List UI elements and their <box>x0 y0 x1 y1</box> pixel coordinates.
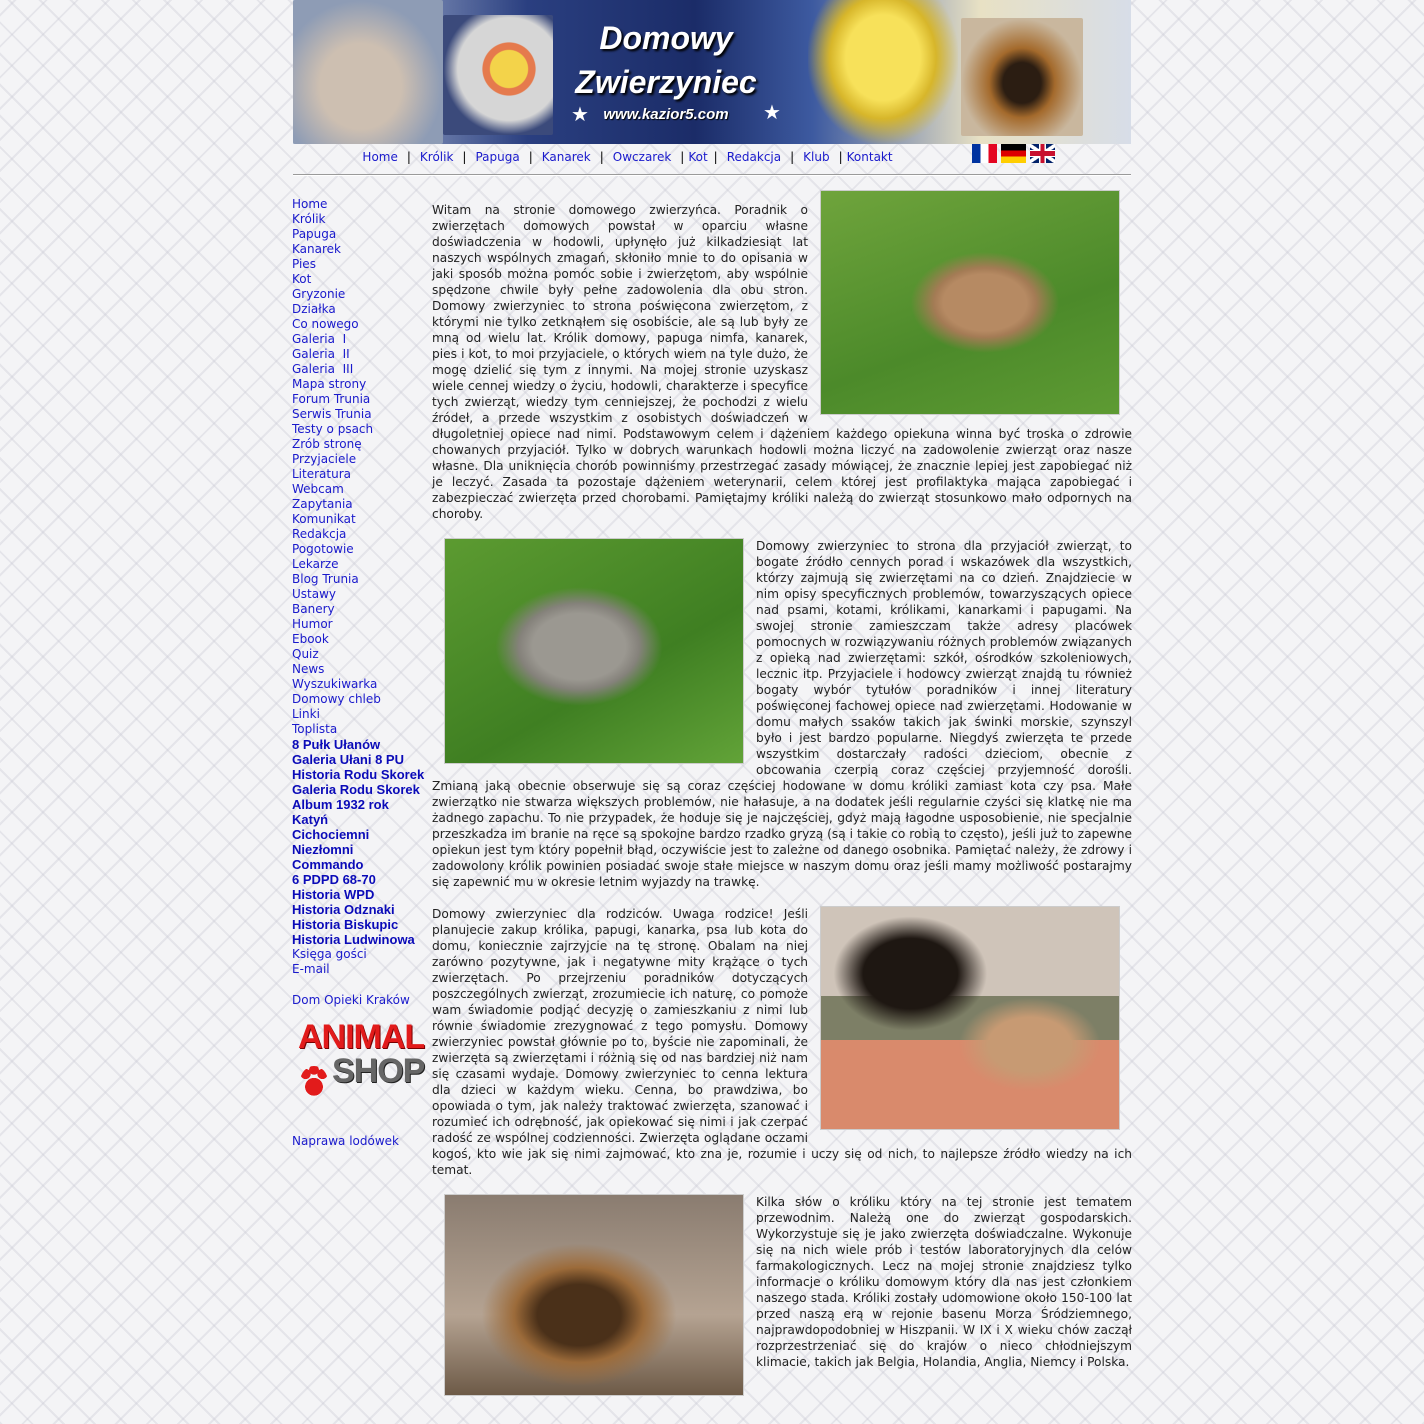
sidebar-item-galeria-3[interactable]: Galeria III <box>292 362 354 376</box>
sidebar-item-historia-ludwinowa[interactable]: Historia Ludwinowa <box>292 932 415 947</box>
photo-brown-rabbit <box>820 190 1120 415</box>
language-flags <box>972 144 1059 164</box>
sidebar-item-zrob-strone[interactable]: Zrób stronę <box>292 437 362 451</box>
sidebar-item-redakcja[interactable]: Redakcja <box>292 527 347 541</box>
sidebar-item-serwis-trunia[interactable]: Serwis Trunia <box>292 407 372 421</box>
sidebar-item-8-pulk-ulanow[interactable]: 8 Pułk Ułanów <box>292 737 381 752</box>
sidebar-item-webcam[interactable]: Webcam <box>292 482 344 496</box>
sidebar-item-galeria-ulani[interactable]: Galeria Ułani 8 PU <box>292 752 404 767</box>
star-icon: ★ <box>763 100 781 124</box>
sidebar-item-lekarze[interactable]: Lekarze <box>292 557 339 571</box>
banner-dog-image <box>961 18 1083 136</box>
content-paragraph: Domowy zwierzyniec to strona dla przyjaciół zwierząt, to bogate źródło cennych porad i wskazówek dla wszystkich, którzy zajmują się zwierzętami na co dzień. Znajdziecie w nim opisy specyficznych problemów, towarzyszących opiece nad psami, kotami, królikami, kanarkami i papugami. Na swojej stronie zamieszczam także adresy placówek pomocnych w rozwiązywaniu różnych problemów związanych z opieką nad zwierzętami: szkół, ośrodków szkoleniowych, lecznic itp. Przyjaciele i hodowcy zwierząt znajdą tu również bogaty wybór tytułów poradników i innej literatury poświęconej fachowej opiece nad zwierzętami. Hodowanie w domu małych ssaków takich jak świnki morskie, szynszyl było i jest bardzo popularne. Niegdyś zwierzęta te przede wszystkim dostarczały radości dzieciom, obecnie z obcowania czerpią coraz częściej przyjemność dorośli. Zmianą jaką obecnie obserwuje się są coraz częściej hodowane w domu króliki zamiast kota czy psa. Małe zwierzątko nie stwarza większych problemów, nie hałasuje, a na dodatek jeśli regularnie czyści się klatkę nie ma żadnego zapachu. To nie przypadek, że hoduje się je najczęściej, gdyż mają łagodne usposobienie, nie specjalnie przeszkadza im branie na ręce są spokojne bardzo rzadko gryzą (są i takie co robią to często), jeśli już to zapewne opiekun jest tym który popełnił błąd, oczywiście jest to zależne od danego osobnika. Pamiętać należy, że zdrowy i zadowolony królik powinien posiadać swoje stałe miejsce w naszym domu oraz jeśli mamy możliwość postarajmy się zapewnić mu w okresie letnim wyjazdy na trawkę. <box>432 539 1132 889</box>
flag-uk-icon[interactable] <box>1030 144 1055 163</box>
sidebar-item-ebook[interactable]: Ebook <box>292 632 329 646</box>
flag-germany-icon[interactable] <box>1001 144 1026 163</box>
spacer <box>292 977 432 993</box>
sidebar-item-banery[interactable]: Banery <box>292 602 335 616</box>
sidebar-item-pogotowie[interactable]: Pogotowie <box>292 542 354 556</box>
sidebar-item-historia-wpd[interactable]: Historia WPD <box>292 887 375 902</box>
photo-puppy-and-rabbit <box>820 906 1120 1130</box>
photo-grey-rabbit <box>444 538 744 764</box>
sidebar-item-kanarek[interactable]: Kanarek <box>292 242 341 256</box>
sidebar-item-pies[interactable]: Pies <box>292 257 316 271</box>
topnav-owczarek[interactable]: Owczarek <box>612 150 672 164</box>
sidebar-item-cichociemni[interactable]: Cichociemni <box>292 827 370 842</box>
sidebar-item-historia-rodu-skorek[interactable]: Historia Rodu Skorek <box>292 767 425 782</box>
header-banner <box>293 0 1131 144</box>
main-content <box>432 190 1132 1402</box>
topnav-home[interactable]: Home <box>362 150 398 164</box>
banner-canary-image <box>808 0 958 144</box>
sidebar-item-co-nowego[interactable]: Co nowego <box>292 317 359 331</box>
content-paragraph: Domowy zwierzyniec dla rodziców. Uwaga rodzice! Jeśli planujecie zakup królika, papugi, kanarka, psa lub kota do domu, koniecznie zajrzyjcie na tę stronę. Obalam na niej zarówno pozytywne, jak i negatywne mity krążące o tych zwierzętach. Po przejrzeniu poradników dotyczących poszczególnych zwierząt, zrozumiecie ich naturę, co pomoże wam świadomie podjąć decyzję o zamieszkaniu z nimi lub równie świadomie zrezygnować z tego pomysłu. Domowy zwierzyniec powstał głównie po to, byście nie zapominali, że zwierzęta są zwierzętami i różnią się od nas bardziej niż nam się czasami wydaje. Domowy zwierzyniec to cenna lektura dla dzieci w każdym wieku. Cenna, bo prawdziwa, bo opowiada o tym, jak należy traktować zwierzęta, szanować i rozumieć ich odrębność, jak opiekować się nimi i jak czerpać radość ze wspólnej codzienności. Zwierzęta oglądane oczami kogoś, kto wie jak się nimi zajmować, kto zna je, rozumie i uczy się od nich, to najlepsze źródło wiedzy na ich temat. <box>432 907 1132 1177</box>
sidebar-item-historia-odznaki[interactable]: Historia Odznaki <box>292 902 395 917</box>
sidebar-item-wyszukiwarka[interactable]: Wyszukiwarka <box>292 677 378 691</box>
topnav-kontakt[interactable]: Kontakt <box>846 150 893 164</box>
sidebar-item-album-1932[interactable]: Album 1932 rok <box>292 797 389 812</box>
topnav-klub[interactable]: Klub <box>803 150 830 164</box>
sidebar-item-dzialka[interactable]: Działka <box>292 302 336 316</box>
sidebar-item-galeria-1[interactable]: Galeria I <box>292 332 347 346</box>
sidebar-item-papuga[interactable]: Papuga <box>292 227 337 241</box>
topnav-kot[interactable]: Kot <box>688 150 708 164</box>
sidebar-item-kot[interactable]: Kot <box>292 272 312 286</box>
animal-shop-text: SHOP <box>332 1052 425 1090</box>
banner-rabbit-image <box>293 0 443 144</box>
dom-opieki-link[interactable]: Dom Opieki Kraków <box>292 993 410 1007</box>
sidebar-item-6-pdpd[interactable]: 6 PDPD 68-70 <box>292 872 376 887</box>
sidebar-menu <box>292 197 432 1149</box>
sidebar-item-toplista[interactable]: Toplista <box>292 722 338 736</box>
animal-shop-text: ANIMAL <box>298 1018 425 1056</box>
topnav-krolik[interactable]: Królik <box>419 150 454 164</box>
sidebar-item-galeria-rodu-skorek[interactable]: Galeria Rodu Skorek <box>292 782 420 797</box>
sidebar-item-blog-trunia[interactable]: Blog Trunia <box>292 572 359 586</box>
content-paragraph: Witam na stronie domowego zwierzyńca. Poradnik o zwierzętach domowych powstał w oparciu własne doświadczenia w hodowli, upłynęło już kilkadziesiąt lat naszych wspólnych zmagań, skłoniło mnie to do opisania w jaki sposób można pomóc sobie i zwierzętom, aby wspólnie spędzone chwile były pełne zadowolenia dla obu stron. Domowy zwierzyniec to strona poświęcona zwierzętom, z którymi nie tylko zetknąłem się osobiście, ale są lub były ze mną od wielu lat. Królik domowy, papuga nimfa, kanarek, pies i kot, to moi przyjaciele, o których wiem na tyle dużo, że mogę dzielić się tym z innymi. Na mojej stronie uzyskasz wiele cennej wiedzy o życiu, hodowli, charakterze i specyfice tych zwierząt, wiedzy tym cenniejszej, że pochodzi z wielu źródeł, a przede wszystkim z osobistych doświadczeń w długoletniej opiece nad nimi. Podstawowym celem i dążeniem każdego opiekuna winna być troska o zdrowie chowanych przyjaciół. Tylko w dobrych warunkach hodowli można liczyć na zadowolenie zwierząt oraz nasze własne. Dla uniknięcia chorób powinniśmy przestrzegać zasady mówiącej, że znacznie lepiej jest zapobiegać niż je leczyć. Zasada ta pozostaje dążeniem weterynarii, celem której jest profilaktyka mająca zapobiegać i zabezpieczać zwierzęta przed chorobami. Pamiętajmy króliki należą do zwierząt stosunkowo mało odpornych na choroby. <box>432 203 1132 521</box>
flag-france-icon[interactable] <box>972 144 997 163</box>
divider <box>293 174 1131 176</box>
sidebar-item-home[interactable]: Home <box>292 197 328 211</box>
naprawa-lodowek-link[interactable]: Naprawa lodówek <box>292 1134 399 1148</box>
sidebar-item-komunikat[interactable]: Komunikat <box>292 512 356 526</box>
banner-title <box>561 16 771 104</box>
sidebar-item-quiz[interactable]: Quiz <box>292 647 319 661</box>
sidebar-item-commando[interactable]: Commando <box>292 857 364 872</box>
topnav-papuga[interactable]: Papuga <box>475 150 520 164</box>
sidebar-item-ksiega-gosci[interactable]: Księga gości <box>292 947 367 961</box>
sidebar-item-literatura[interactable]: Literatura <box>292 467 351 481</box>
sidebar-item-news[interactable]: News <box>292 662 325 676</box>
sidebar-item-historia-biskupic[interactable]: Historia Biskupic <box>292 917 399 932</box>
sidebar-item-ustawy[interactable]: Ustawy <box>292 587 337 601</box>
topnav-redakcja[interactable]: Redakcja <box>726 150 782 164</box>
sidebar-item-linki[interactable]: Linki <box>292 707 320 721</box>
top-navigation: Home | Królik | Papuga | Kanarek | Owczarek | Kot | Redakcja | Klub | Kontakt <box>293 150 953 164</box>
animal-shop-banner[interactable] <box>294 1018 428 1102</box>
sidebar-item-krolik[interactable]: Królik <box>292 212 326 226</box>
banner-url: www.kazior5.com <box>603 106 729 123</box>
banner-title-line2: Zwierzyniec <box>575 64 757 100</box>
banner-title-line1: Domowy <box>599 20 733 56</box>
sidebar-item-niezlomni[interactable]: Niezłomni <box>292 842 354 857</box>
sidebar-item-katyn[interactable]: Katyń <box>292 812 329 827</box>
banner-cockatiel-image <box>443 15 553 135</box>
sidebar-item-zapytania[interactable]: Zapytania <box>292 497 353 511</box>
sidebar-item-email[interactable]: E-mail <box>292 962 330 976</box>
sidebar-item-humor[interactable]: Humor <box>292 617 333 631</box>
photo-sleeping-dog <box>444 1194 744 1396</box>
topnav-kanarek[interactable]: Kanarek <box>541 150 591 164</box>
sidebar-item-gryzonie[interactable]: Gryzonie <box>292 287 346 301</box>
sidebar-item-domowy-chleb[interactable]: Domowy chleb <box>292 692 381 706</box>
star-icon: ★ <box>571 102 589 126</box>
sidebar-item-forum-trunia[interactable]: Forum Trunia <box>292 392 371 406</box>
content-paragraph: Kilka słów o króliku który na tej stronie jest tematem przewodnim. Należą one do zwierząt gospodarskich. Wykorzystuje się je jako zwierzęta doświadczalne. Wykonuje się na nich wiele prób i testów laboratoryjnych dla celów farmakologicznych. Lecz na mojej stronie znajdziesz tylko informacje o króliku domowym który dla nas jest członkiem naszego stada. Króliki zostały udomowione około 150-100 lat przed naszą erą w rejonie basenu Morza Śródziemnego, najprawdopodobniej w Hiszpanii. W IX i X wieku chów zaczął rozprzestrzeniać się do krajów o nieco chłodniejszym klimacie, takich jak Belgia, Holandia, Anglia, Niemcy i Polska. <box>756 1195 1132 1369</box>
paw-icon <box>300 1066 328 1098</box>
sidebar-item-przyjaciele[interactable]: Przyjaciele <box>292 452 357 466</box>
sidebar-item-mapa-strony[interactable]: Mapa strony <box>292 377 367 391</box>
sidebar-item-galeria-2[interactable]: Galeria II <box>292 347 350 361</box>
sidebar-item-testy-o-psach[interactable]: Testy o psach <box>292 422 374 436</box>
